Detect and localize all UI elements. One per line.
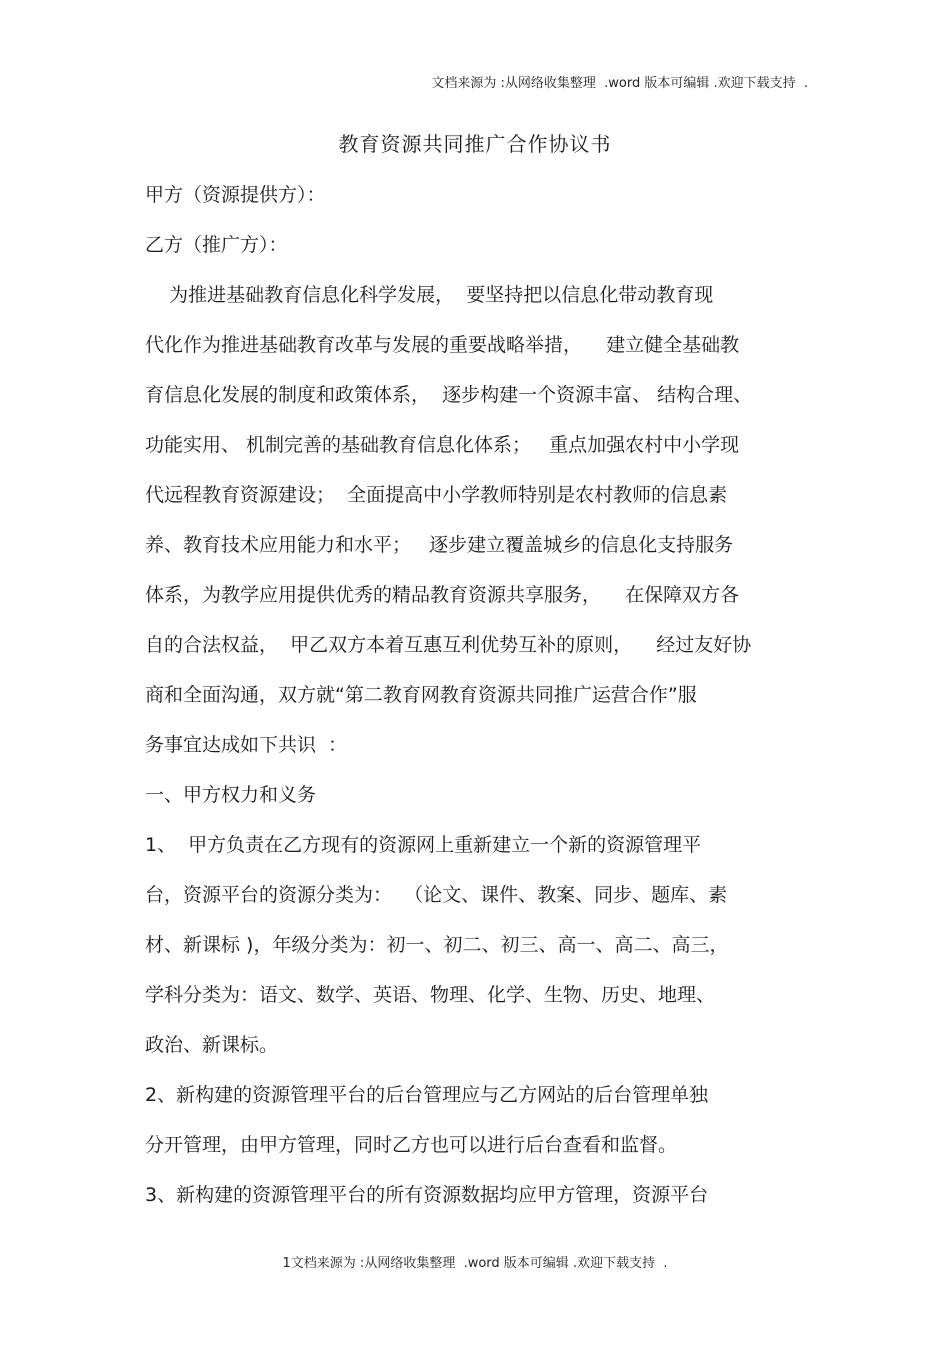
document-body — [145, 170, 810, 1220]
page-header: 文档来源为 :从网络收集整理 .word 版本可编辑 .欢迎下载支持 . — [431, 76, 808, 91]
clause-line: 分开管理，由甲方管理，同时乙方也可以进行后台查看和监督。 — [145, 1134, 678, 1156]
section-heading: 一、甲方权力和义务 — [145, 784, 317, 806]
clause-line: 2、新构建的资源管理平台的后台管理应与乙方网站的后台管理单独 — [145, 1084, 709, 1106]
clause-line: 材、新课标 )，年级分类为：初一、初二、初三、高一、高二、高三， — [145, 934, 729, 956]
party-b-line: 乙方（推广方）： — [145, 234, 288, 256]
paragraph-line: 为推进基础教育信息化科学发展， 要坚持把以信息化带动教育现 — [145, 284, 714, 306]
clause-line: 台，资源平台的资源分类为： （论文、课件、教案、同步、题库、素 — [145, 884, 728, 906]
paragraph-line: 务事宜达成如下共识 ： — [145, 734, 348, 756]
page-footer: 1文档来源为 :从网络收集整理 .word 版本可编辑 .欢迎下载支持 . — [282, 1256, 668, 1271]
paragraph-line: 体系，为教学应用提供优秀的精品教育资源共享服务， 在保障双方各 — [145, 584, 740, 606]
paragraph-line: 商和全面沟通，双方就“第二教育网教育资源共同推广运营合作”服 — [145, 684, 697, 706]
paragraph-line: 养、教育技术应用能力和水平； 逐步建立覆盖城乡的信息化支持服务 — [145, 534, 734, 556]
paragraph-line: 育信息化发展的制度和政策体系， 逐步构建一个资源丰富、 结构合理、 — [145, 384, 753, 406]
paragraph-line: 功能实用、 机制完善的基础教育信息化体系； 重点加强农村中小学现 — [145, 434, 740, 456]
clause-line: 1、 甲方负责在乙方现有的资源网上重新建立一个新的资源管理平 — [145, 834, 702, 856]
document-title: 教育资源共同推广合作协议书 — [338, 132, 612, 156]
party-a-line: 甲方（资源提供方）： — [145, 184, 326, 206]
paragraph-line: 自的合法权益， 甲乙双方本着互惠互利优势互补的原则， 经过友好协 — [145, 634, 752, 656]
clause-line: 学科分类为：语文、数学、英语、物理、化学、生物、历史、地理、 — [145, 984, 716, 1006]
clause-line: 3、新构建的资源管理平台的所有资源数据均应甲方管理，资源平台 — [145, 1184, 709, 1206]
paragraph-line: 代远程教育资源建设； 全面提高中小学教师特别是农村教师的信息素 — [145, 484, 728, 506]
paragraph-line: 代化作为推进基础教育改革与发展的重要战略举措， 建立健全基础教 — [145, 334, 740, 356]
clause-line: 政治、新课标。 — [145, 1034, 279, 1056]
